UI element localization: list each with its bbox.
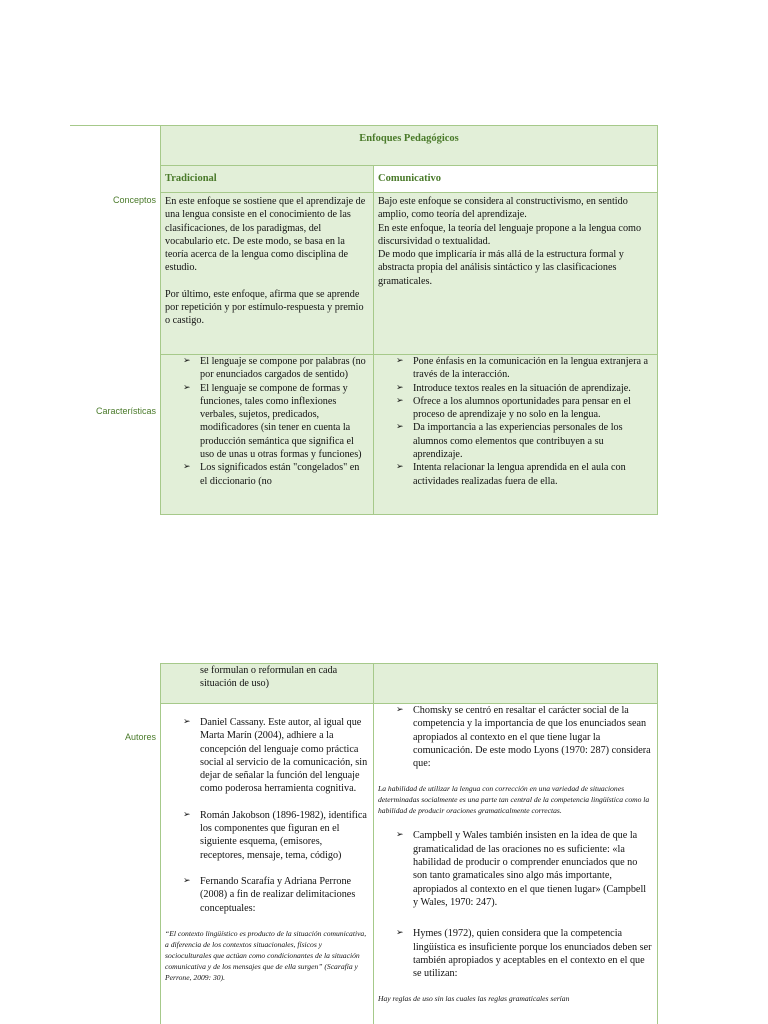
list-item: ➢ Hymes (1972), quien considera que la competencia lingüística es insuficiente porque los enunciados deben ser también apropiados y aceptables en el contexto en el que se utilizan: <box>378 927 653 980</box>
list-item: ➢ Pone énfasis en la comunicación en la lengua extranjera a través de la interacción. <box>378 355 653 382</box>
approaches-table-continued <box>160 663 658 1024</box>
paragraph: Por último, este enfoque, afirma que se aprende por repetición y por estímulo-respuesta y premio o castigo. <box>165 288 364 327</box>
list-item: ➢ El lenguaje se compone por palabras (no por enunciados cargados de sentido) <box>165 355 369 382</box>
paragraph: Bajo este enfoque se considera al constructivismo, en sentido amplio, como teoría del aprendizaje. <box>378 196 628 221</box>
paragraph: En este enfoque, la teoría del lenguaje propone a la lengua como discursividad o textualidad. <box>378 222 642 247</box>
column-header-communicative: Comunicativo <box>374 166 658 193</box>
row-label-autores: Autores <box>124 732 156 742</box>
cell-conceptos-communicative <box>374 193 658 355</box>
row-label-caracteristicas: Características <box>95 406 156 416</box>
list-item: ➢ El lenguaje se compone de formas y funciones, tales como inflexiones verbales, sujetos, predicados, modificadores (sin tener en cuenta la producción semántica que significa el uso de unas u otras formas y funciones) <box>165 382 369 462</box>
list-item: ➢ Intenta relacionar la lengua aprendida en el aula con actividades realizadas fuera de ella. <box>378 461 653 488</box>
list-item: ➢ Campbell y Wales también insisten en la idea de que la gramaticalidad de las oraciones no es suficiente: «la habilidad de producir o comprender enunciados que no son tanto gramaticales sino algo más importante, apropiados al contexto en el que tienen lugar» (Campbell y Wales, 1970: 247). <box>378 829 653 909</box>
list-item: ➢ Ofrece a los alumnos oportunidades para pensar en el proceso de aprendizaje y no solo en la lengua. <box>378 395 653 422</box>
quote: Hay reglas de uso sin las cuales las reglas gramaticales serían <box>378 994 570 1004</box>
quote: “El contexto lingüístico es producto de la situación comunicativa, a diferencia de los contextos situacionales, físicos y socioculturales que actúan como condicionantes de la situación comunicativa y de los mensajes que de ella surgen” (Scarafía y Perrone, 2009: 30). <box>165 928 367 982</box>
cell-continuation-communicative <box>374 664 658 704</box>
row-label-rule <box>70 125 160 126</box>
column-header-traditional: Tradicional <box>161 166 374 193</box>
list-item: ➢ Los significados están "congelados" en el diccionario (no <box>165 461 369 488</box>
row-label-conceptos: Conceptos <box>112 195 156 205</box>
paragraph: En este enfoque se sostiene que el aprendizaje de una lengua consiste en el conocimiento de las clasificaciones, de los paradigmas, del vocabulario etc. De este modo, se basa en la teoría acerca de la lengua como disciplina de estudio. <box>165 196 366 274</box>
paragraph: De modo que implicaría ir más allá de la estructura formal y abstracta propia del análisis sintáctico y las clasificaciones gramaticales. <box>378 249 624 287</box>
approaches-table <box>160 125 658 515</box>
cell-autores-communicative <box>374 704 658 1024</box>
list-item: ➢ Daniel Cassany. Este autor, al igual que Marta Marín (2004), adhiere a la concepción del lenguaje como práctica social al servicio de la comunicación, sin dejar de señalar la función del lenguaje como poderosa herramienta cognitiva. <box>165 716 369 796</box>
list-item: ➢ Román Jakobson (1896-1982), identifica los componentes que figuran en el siguiente esquema, (emisores, receptores, mensaje, tema, código) <box>165 809 369 862</box>
cell-conceptos-traditional <box>161 193 374 355</box>
cell-caracteristicas-communicative <box>374 355 658 515</box>
list-item: ➢ Da importancia a las experiencias personales de los alumnos como elementos que contribuyen a su aprendizaje. <box>378 421 653 461</box>
cell-continuation-traditional <box>161 664 374 704</box>
cell-autores-traditional <box>161 704 374 1024</box>
list-item: ➢ Fernando Scarafía y Adriana Perrone (2008) a fin de realizar delimitaciones conceptuales: <box>165 875 369 915</box>
table-title: Enfoques Pedagógicos <box>161 126 658 166</box>
list-item: ➢ Chomsky se centró en resaltar el carácter social de la competencia y la importancia de que los enunciados sean apropiados al contexto en el que tiene lugar la comunicación. De este modo Lyons (1970: 287) considera que: <box>378 704 653 770</box>
quote: La habilidad de utilizar la lengua con corrección en una variedad de situaciones determinadas socialmente es una parte tan central de la competencia lingüística como la habilidad de producir oraciones gramaticalmente correctas. <box>378 784 650 816</box>
list-item: ➢ Introduce textos reales en la situación de aprendizaje. <box>378 382 653 395</box>
paragraph: se formulan o reformulan en cada situación de uso) <box>200 665 338 690</box>
cell-caracteristicas-traditional <box>161 355 374 515</box>
